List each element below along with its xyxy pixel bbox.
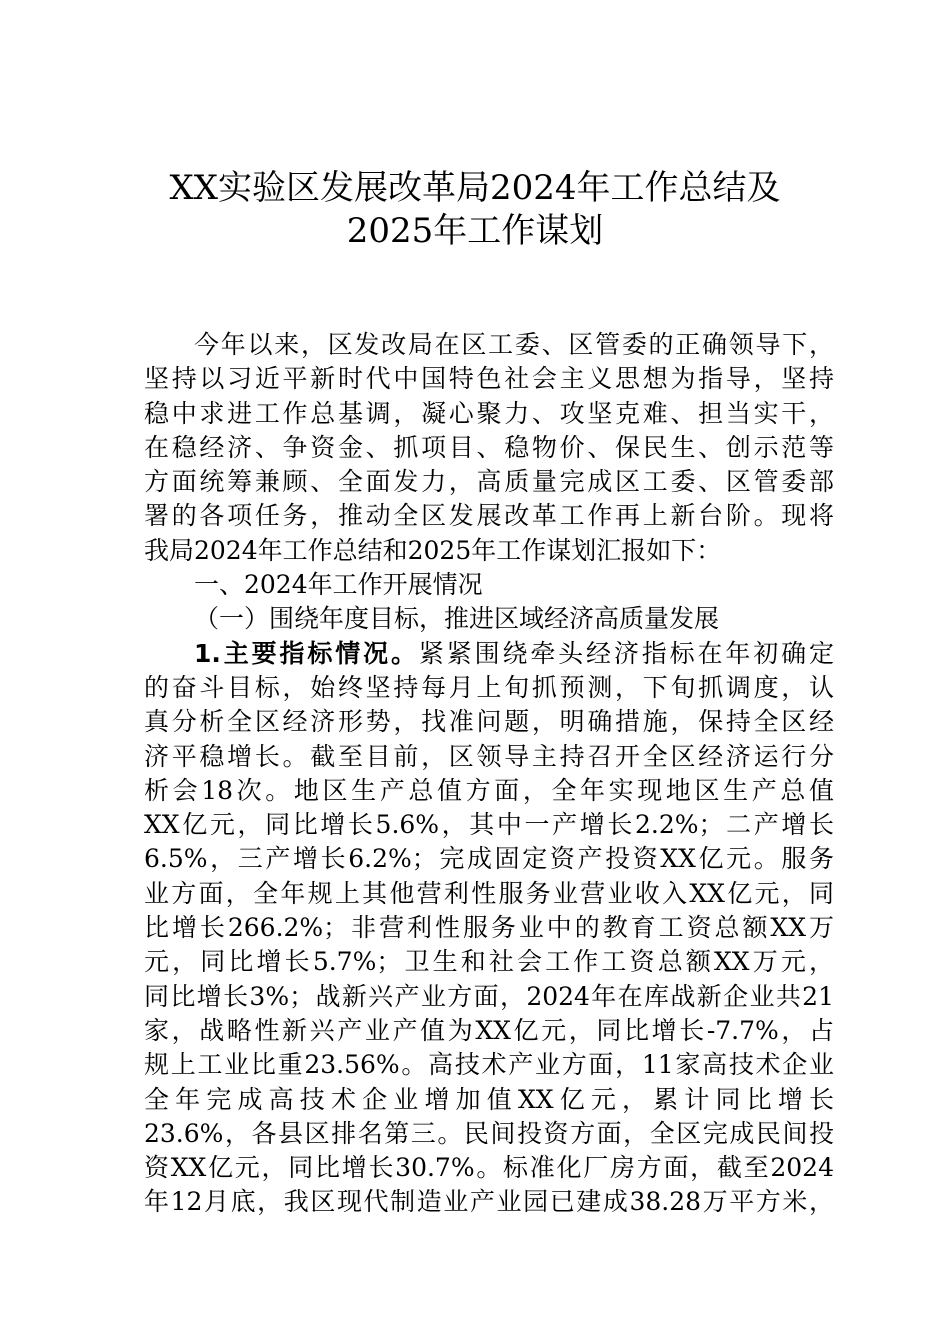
body-line: 我局2024年工作总结和2025年工作谋划汇报如下： — [144, 535, 722, 565]
body-line: 署的各项任务，推动全区发展改革工作再上新台阶。现将 — [144, 501, 834, 531]
body-line: 比增长266.2%；非营利性服务业中的教育工资总额XX万 — [144, 913, 834, 943]
body-line: 元，同比增长5.7%；卫生和社会工作工资总额XX万元， — [144, 947, 834, 977]
body-line: 资XX亿元，同比增长30.7%。标准化厂房方面，截至2024 — [144, 1153, 834, 1183]
body-line: 业方面，全年规上其他营利性服务业营业收入XX亿元，同 — [144, 878, 834, 908]
section-heading: 一、2024年工作开展情况 — [194, 570, 483, 600]
body-line: 坚持以习近平新时代中国特色社会主义思想为指导，坚持 — [144, 364, 834, 394]
body-line: 真分析全区经济形势，找准问题，明确措施，保持全区经 — [144, 707, 834, 737]
body-line: 全年完成高技术企业增加值XX亿元，累计同比增长 — [144, 1084, 834, 1114]
body-line: 23.6%，各县区排名第三。民间投资方面，全区完成民间投 — [144, 1118, 834, 1148]
document-body — [144, 328, 834, 1220]
body-line: 稳中求进工作总基调，凝心聚力、攻坚克难、担当实干， — [144, 398, 834, 428]
body-line: 析会18次。地区生产总值方面，全年实现地区生产总值 — [144, 775, 834, 805]
body-line: 规上工业比重23.56%。高技术产业方面，11家高技术企业 — [144, 1050, 834, 1080]
body-line-text: 紧紧围绕牵头经济指标在年初确定 — [418, 638, 834, 668]
body-line: 今年以来，区发改局在区工委、区管委的正确领导下， — [194, 330, 834, 359]
body-line-with-lead — [144, 637, 834, 671]
body-line: 方面统筹兼顾、全面发力，高质量完成区工委、区管委部 — [144, 467, 834, 497]
document-title-line-1: XX实验区发展改革局2024年工作总结及 — [169, 168, 781, 208]
item-lead-heading: 1.主要指标情况。 — [194, 638, 419, 668]
body-line: 在稳经济、争资金、抓项目、稳物价、保民生、创示范等 — [144, 432, 834, 462]
document-title-line-2: 2025年工作谋划 — [346, 211, 604, 251]
body-line: 年12月底，我区现代制造业产业园已建成38.28万平方米， — [144, 1187, 834, 1217]
body-line: 家，战略性新兴产业产值为XX亿元，同比增长-7.7%，占 — [144, 1015, 834, 1045]
body-line: 济平稳增长。截至目前，区领导主持召开全区经济运行分 — [144, 741, 834, 771]
body-line: 6.5%，三产增长6.2%；完成固定资产投资XX亿元。服务 — [144, 844, 834, 874]
body-line: XX亿元，同比增长5.6%，其中一产增长2.2%；二产增长 — [144, 810, 834, 840]
body-line: 同比增长3%；战新兴产业方面，2024年在库战新企业共21 — [144, 981, 834, 1011]
body-line: 的奋斗目标，始终坚持每月上旬抓预测，下旬抓调度，认 — [144, 672, 834, 702]
subsection-heading: （一）围绕年度目标，推进区域经济高质量发展 — [194, 604, 720, 634]
